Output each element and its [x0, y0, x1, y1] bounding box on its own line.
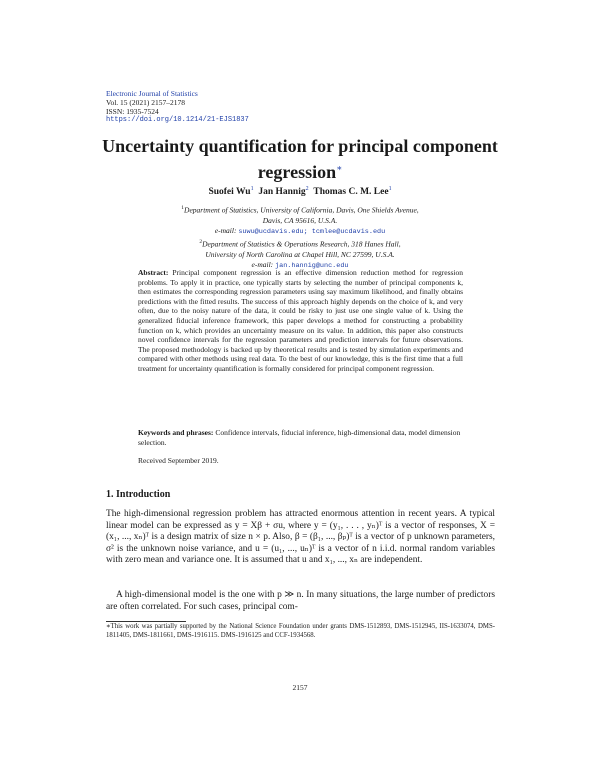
- section-title: Introduction: [116, 489, 171, 500]
- keywords-text: Confidence intervals, fiducial inference, high-dimensional data, model dimension selection.: [138, 428, 461, 447]
- issn: ISSN: 1935-7524: [106, 107, 159, 116]
- abstract: [138, 268, 463, 374]
- author-name: Jan Hannig: [258, 187, 306, 198]
- title-footnote-mark[interactable]: ∗: [336, 163, 343, 173]
- author-affiliation-mark[interactable]: 1: [388, 186, 392, 192]
- author-name: Suofei Wu: [208, 187, 251, 198]
- affiliation-2: [100, 237, 500, 271]
- doi-link[interactable]: https://doi.org/10.1214/21-EJS1837: [106, 116, 249, 124]
- email-link[interactable]: jan.hannig@unc.edu: [275, 261, 349, 270]
- affiliation-mark: 1: [181, 205, 185, 211]
- body-paragraph: A high-dimensional model is the one with p ≫ n. In many situations, the large number of predictors are often correlated. For such cases, principal com-: [106, 590, 495, 612]
- affiliation-line: Department of Statistics & Operations Research, 318 Hanes Hall,: [202, 239, 401, 249]
- affiliation-line: University of North Carolina at Chapel Hill, NC 27599, U.S.A.: [205, 249, 395, 259]
- affiliation-line: Davis, CA 95616, U.S.A.: [262, 215, 338, 225]
- section-heading: [106, 489, 170, 500]
- body-paragraph: The high-dimensional regression problem has attracted enormous attention in recent years. A typical linear model can be expressed as y = Xβ + σu, where y = (y₁, . . . , yₙ)ᵀ is a vector of responses, X = (x₁, ..., xₙ)ᵀ is a design matrix of size n × p. Also, β = (β₁, ..., βₚ)ᵀ is a vector of p unknown parameters, σ² is the unknown noise variance, and u = (u₁, ..., uₙ)ᵀ is a vector of n i.i.d. normal random variables with zero mean and variance one. It is assumed that u and x₁, ..., xₙ are independent.: [106, 509, 495, 565]
- author-affiliation-mark[interactable]: 1: [250, 186, 254, 192]
- volume-info: Vol. 15 (2021) 2157–2178: [106, 98, 186, 107]
- affiliation-1: [100, 203, 500, 237]
- author-name: Thomas C. M. Lee: [313, 187, 389, 198]
- received-date: Received September 2019.: [138, 456, 219, 465]
- email-label: e-mail:: [251, 259, 274, 269]
- author-list: [60, 186, 540, 197]
- affiliation-line: Department of Statistics, University of California, Davis, One Shields Avenue,: [184, 205, 419, 215]
- title-text: Uncertainty quantification for principal component regression: [102, 136, 498, 182]
- footnote: ∗This work was partially supported by the National Science Foundation under grants DMS-1512893, DMS-1512945, IIS-1633074, DMS-1811405, DMS-1811661, DMS-1916115. DMS-1916125 and CCF-1934568.: [106, 623, 495, 639]
- abstract-text: Principal component regression is an effective dimension reduction method for regression problems. To apply it in practice, one typically starts by selecting the number of principal components k, then estimates the corresponding regression parameters using say maximum likelihood, and finally obtains predictions with the fitted results. The success of this approach highly depends on the choice of k, and very often, due to the noisy nature of the data, it could be risky to just use one single value of k. Using the generalized fiducial inference framework, this paper develops a method for constructing a probability function on k, which provides an uncertainty measure on its value. In addition, this paper also constructs novel confidence intervals for the regression parameters and prediction intervals for future observations. The proposed methodology is backed up by theoretical results and is tested by simulation experiments and compared with other methods using real data. To the best of our knowledge, this is the first time that a full treatment for uncertainty quantification is formally considered for principal component regression.: [138, 268, 464, 373]
- affiliation-mark: 2: [199, 239, 203, 245]
- email-label: e-mail:: [214, 225, 237, 235]
- page-number: 2157: [292, 683, 308, 692]
- journal-masthead: [106, 89, 249, 125]
- author-affiliation-mark[interactable]: 2: [305, 186, 309, 192]
- keywords: [138, 428, 463, 447]
- email-link[interactable]: suwu@ucdavis.edu; tcmlee@ucdavis.edu: [238, 227, 386, 236]
- journal-name[interactable]: Electronic Journal of Statistics: [106, 89, 198, 98]
- keywords-label: Keywords and phrases:: [138, 428, 214, 437]
- paper-title: [60, 135, 540, 183]
- abstract-label: Abstract:: [138, 268, 169, 277]
- section-number: 1.: [106, 489, 114, 500]
